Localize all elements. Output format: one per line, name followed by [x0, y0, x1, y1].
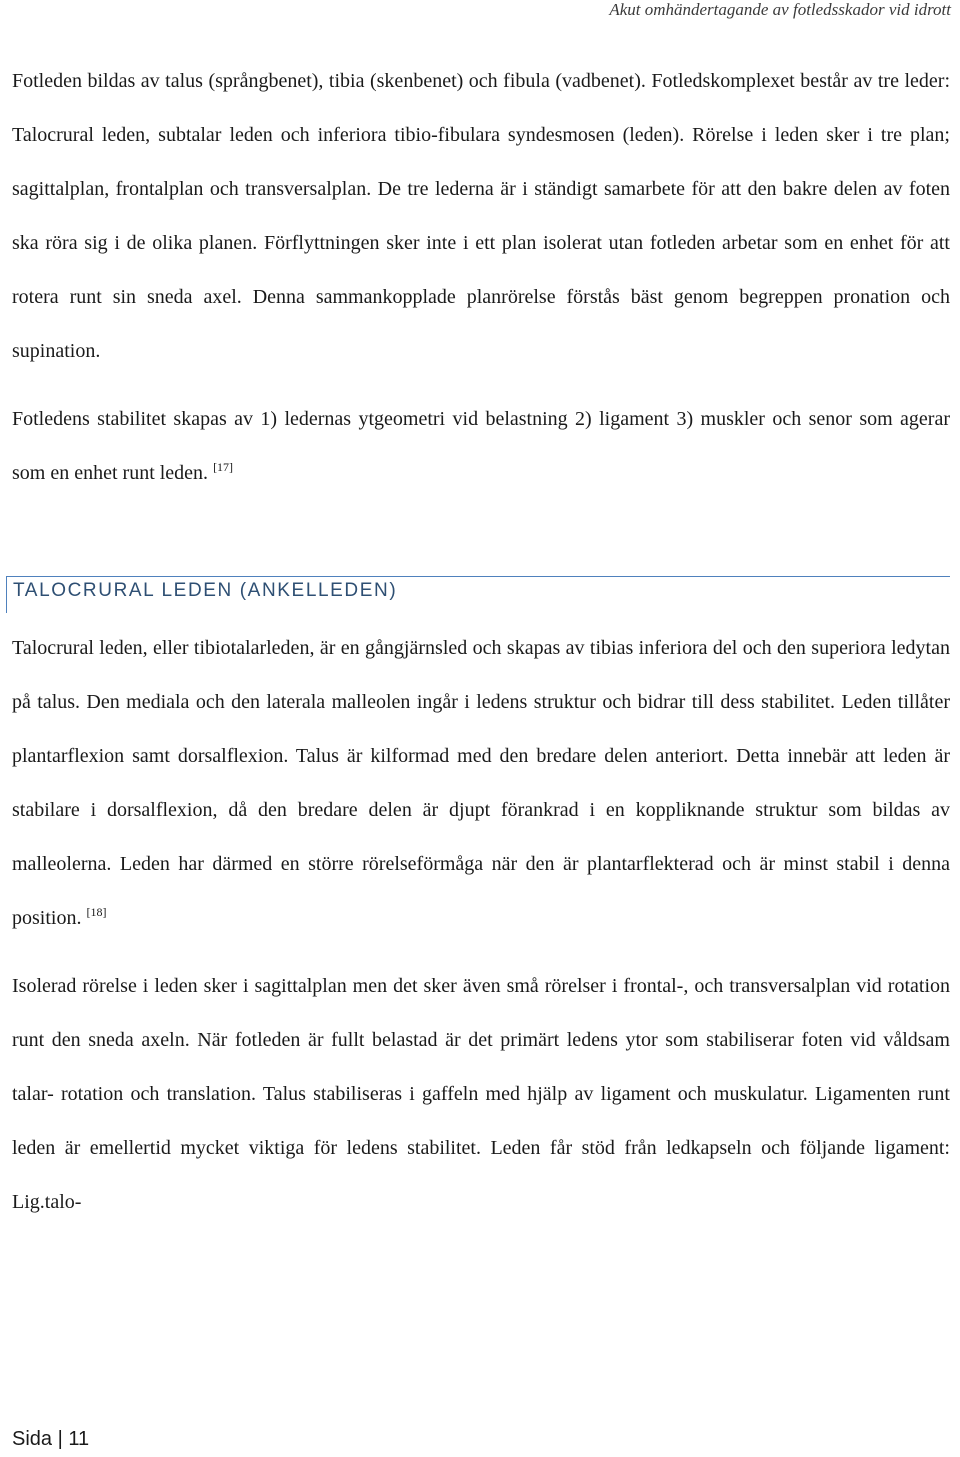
paragraph-talocrural-text: Talocrural leden, eller tibiotalarleden, är en gångjärnsled och skapas av tibias inferiora del och den superiora ledytan på talus. Den mediala och den laterala malleolen ingår i ledens struktur och bidrar till dess stabilitet. Leden tillåter plantarflexion samt dorsalflexion. Talus är kilformad med den bredare delen anteriort. Detta innebär att leden är stabilare i dorsalflexion, då den bredare delen är djupt förankrad i en koppliknande struktur som bildas av malleolerna. Leden har därmed en större rörelseförmåga när den är plantarflekterad och är minst stabil i denna position.	[12, 637, 950, 929]
paragraph-stability	[12, 392, 950, 500]
paragraph-isolated-motion: Isolerad rörelse i leden sker i sagittalplan men det sker även små rörelser i frontal-, och transversalplan vid rotation runt den sneda axeln. När fotleden är fullt belastad är det primärt ledens ytor som stabiliserar foten vid våldsam talar- rotation och translation. Talus stabiliseras i gaffeln med hjälp av ligament och muskulatur. Ligamenten runt leden är emellertid mycket viktiga för ledens stabilitet. Leden får stöd från ledkapseln och följande ligament: Lig.talo-	[12, 975, 950, 1213]
paragraph-stability-text: Fotledens stabilitet skapas av 1) ledernas ytgeometri vid belastning 2) ligament 3) muskler och senor som agerar som en enhet runt leden.	[12, 408, 950, 484]
reference-17: [17]	[213, 460, 234, 474]
paragraph-talocrural	[12, 621, 950, 945]
paragraph-fotleden-anatomy: Fotleden bildas av talus (språngbenet), tibia (skenbenet) och fibula (vadbenet). Fotledskomplexet består av tre leder: Talocrural leden, subtalar leden och inferiora tibio-fibulara syndesmosen (leden). Rörelse i leden sker i tre plan; sagittalplan, frontalplan och transversalplan. De tre lederna är i ständigt samarbete för att den bakre delen av foten ska röra sig i de olika planen. Förflyttningen sker inte i ett plan isolerat utan fotleden arbetar som en enhet för att rotera runt sin sneda axel. Denna sammankopplade planrörelse förstås bäst genom begreppen pronation och supination.	[12, 70, 950, 362]
page-body	[12, 54, 950, 1229]
reference-18: [18]	[86, 905, 107, 919]
running-header: Akut omhändertagande av fotledsskador vid idrott	[609, 0, 951, 19]
page-number: Sida | 11	[12, 1428, 90, 1450]
section-heading-text: TALOCRURAL LEDEN (ANKELLEDEN)	[13, 580, 398, 601]
section-heading-talocrural	[6, 576, 950, 613]
